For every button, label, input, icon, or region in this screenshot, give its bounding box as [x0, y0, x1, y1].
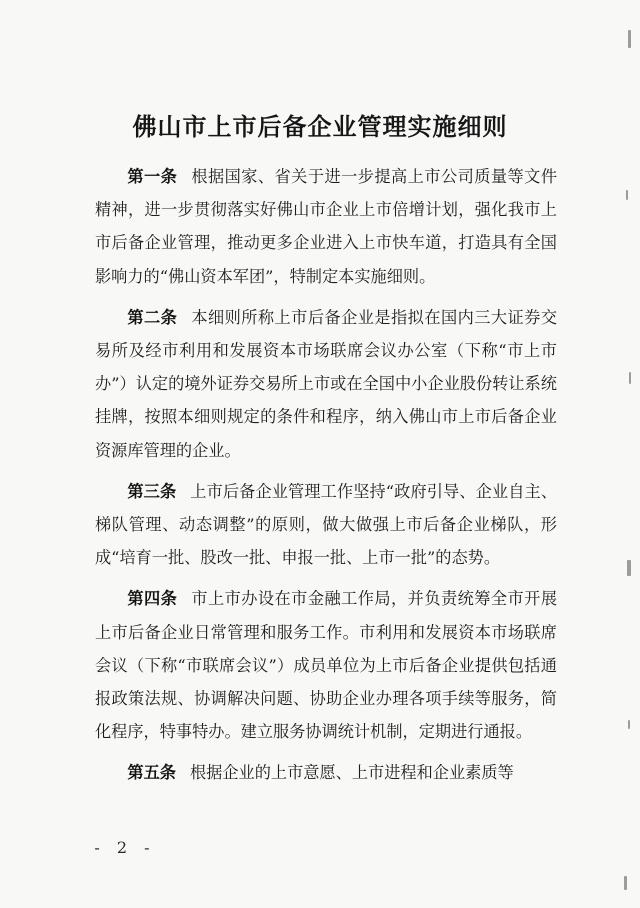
article-5-heading: 第五条 — [127, 763, 176, 783]
article-2-text: 本细则所称上市后备企业是指拟在国内三大证券交易所及经市利用和发展资本市场联席会议办公室（下称“市上市办”）认定的境外证券交易所上市或在全国中小企业股份转让系统挂牌，按照本细则规定的条件和程序，纳入佛山市上市后备企业资源库管理的企业。 — [95, 307, 558, 460]
article-2-heading: 第二条 — [127, 307, 178, 327]
article-3 — [95, 475, 557, 575]
scan-speck — [629, 372, 631, 384]
article-4 — [95, 582, 557, 748]
article-5-text: 根据企业的上市意愿、上市进程和企业素质等 — [189, 763, 514, 783]
scan-edge-artifacts — [602, 0, 640, 908]
article-3-heading: 第三条 — [127, 481, 177, 501]
article-1-text: 根据国家、省关于进一步提高上市公司质量等文件精神，进一步贯彻落实好佛山市企业上市倍增计划，强化我市上市后备企业管理，推动更多企业进入上市快车道，打造具有全国影响力的“佛山资本军团”，特制定本实施细则。 — [95, 167, 558, 286]
article-4-heading: 第四条 — [127, 589, 178, 609]
scan-speck — [624, 876, 627, 890]
article-1 — [95, 160, 557, 293]
article-3-text: 上市后备企业管理工作坚持“政府引导、企业自主、梯队管理、动态调整”的原则，做大做强上市后备企业梯队，形成“培育一批、股改一批、申报一批、上市一批”的态势。 — [95, 481, 558, 568]
page-number: - 2 - — [94, 838, 156, 857]
scan-speck — [626, 190, 628, 200]
article-5 — [95, 756, 557, 789]
article-2 — [95, 301, 557, 467]
document-title: 佛山市上市后备企业管理实施细则 — [132, 112, 508, 141]
document-body — [95, 160, 557, 798]
scan-speck — [627, 560, 631, 576]
article-4-text: 市上市办设在市金融工作局，并负责统筹全市开展上市后备企业日常管理和服务工作。市利用和发展资本市场联席会议（下称“市联席会议”）成员单位为上市后备企业提供包括通报政策法规、协调解决问题、协助企业办理各项手续等服务，简化程序，特事特办。建立服务协调统计机制，定期进行通报。 — [95, 589, 558, 742]
article-1-heading: 第一条 — [127, 167, 178, 186]
scan-speck — [628, 720, 630, 729]
scan-speck — [628, 30, 631, 48]
